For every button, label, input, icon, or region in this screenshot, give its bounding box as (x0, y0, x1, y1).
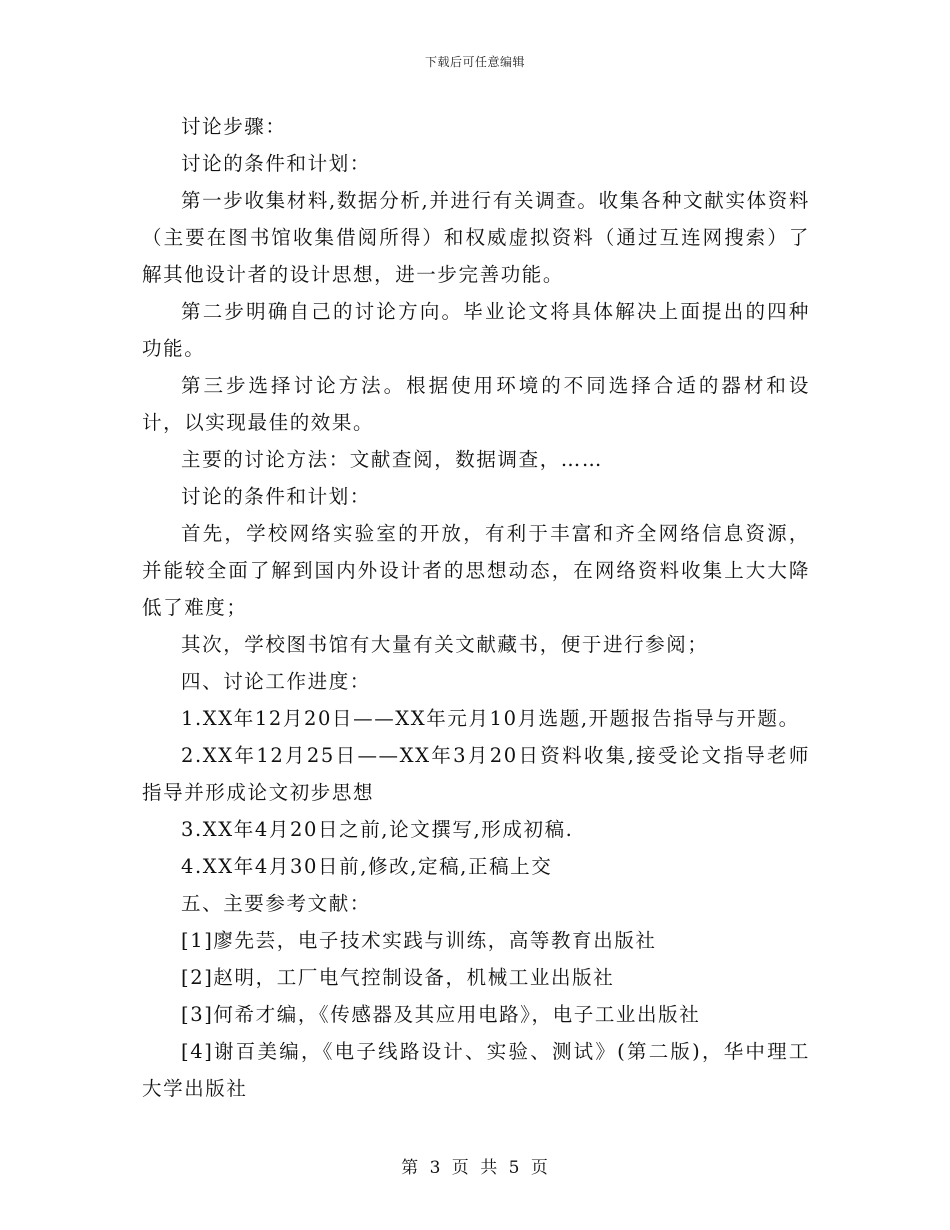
schedule-item-1: 1.XX年12月20日——XX年元月10月选题,开题报告指导与开题。 (181, 707, 800, 730)
page-number-footer: 第 3 页 共 5 页 (401, 1158, 549, 1178)
reference-item-1: [1]廖先芸，电子技术实践与训练，高等教育出版社 (181, 929, 657, 952)
schedule-item-3: 3.XX年4月20日之前,论文撰写,形成初稿. (181, 818, 574, 841)
paragraph-step-one: 第一步收集材料,数据分析,并进行有关调查。收集各种文献实体资料（主要在图书馆收集借阅所得）和权威虚拟资料（通过互连网搜索）了解其他设计者的设计思想，进一步完善功能。 (142, 189, 810, 286)
paragraph-main-methods: 主要的讨论方法：文献查阅，数据调查，…… (181, 448, 604, 471)
paragraph-conditions-heading: 讨论的条件和计划： (181, 152, 371, 175)
paragraph-research-steps: 讨论步骤： (181, 115, 287, 138)
paragraph-conditions-heading-2: 讨论的条件和计划： (181, 485, 371, 508)
paragraph-step-two: 第二步明确自己的讨论方向。毕业论文将具体解决上面提出的四种功能。 (142, 300, 810, 360)
document-body (142, 108, 810, 1107)
schedule-item-4: 4.XX年4月30日前,修改,定稿,正稿上交 (181, 855, 553, 878)
reference-item-2: [2]赵明，工厂电气控制设备，机械工业出版社 (181, 966, 615, 989)
reference-item-4: [4]谢百美编，《电子线路设计、实验、测试》(第二版)，华中理工大学出版社 (142, 1040, 810, 1100)
schedule-item-2: 2.XX年12月25日——XX年3月20日资料收集,接受论文指导老师指导并形成论文初步思想 (142, 744, 810, 804)
section-heading-schedule: 四、讨论工作进度： (181, 670, 371, 693)
header-note: 下载后可任意编辑 (424, 55, 525, 69)
paragraph-step-three: 第三步选择讨论方法。根据使用环境的不同选择合适的器材和设计，以实现最佳的效果。 (142, 374, 810, 434)
section-heading-references: 五、主要参考文献： (181, 892, 371, 915)
reference-item-3: [3]何希才编，《传感器及其应用电路》，电子工业出版社 (181, 1003, 701, 1026)
paragraph-second-condition: 其次，学校图书馆有大量有关文献藏书，便于进行参阅； (181, 633, 709, 656)
paragraph-first-condition: 首先，学校网络实验室的开放，有利于丰富和齐全网络信息资源，并能较全面了解到国内外设计者的思想动态，在网络资料收集上大大降低了难度； (142, 522, 810, 619)
